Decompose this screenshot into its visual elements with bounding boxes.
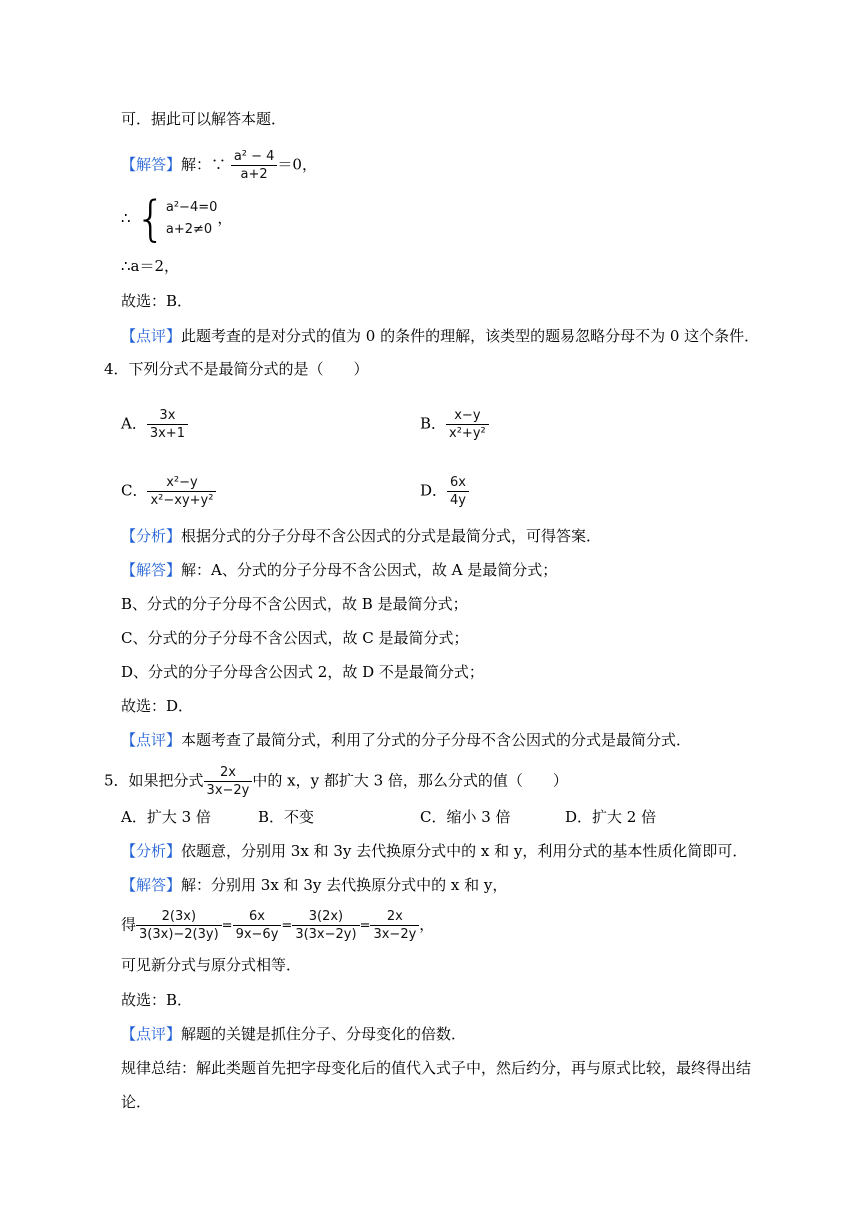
q5-comment-line: 【点评】解题的关键是抓住分子、分母变化的倍数． bbox=[121, 1025, 467, 1043]
summary-line-2: 论． bbox=[121, 1093, 152, 1111]
q3-choose-line: 故选：B． bbox=[121, 292, 193, 310]
intro-line: 可．据此可以解答本题． bbox=[121, 110, 287, 128]
q5-conclusion-line: 可见新分式与原分式相等． bbox=[121, 956, 302, 974]
q3-answer-line: ∴a＝2， bbox=[121, 257, 180, 275]
comment-tag: 【点评】 bbox=[121, 731, 182, 749]
q4-solution-b: B、分式的分子分母不含公因式，故 B 是最简分式； bbox=[121, 595, 468, 613]
analysis-tag: 【分析】 bbox=[121, 842, 182, 860]
q4-option-b: B． $\frac{x-y}{\text{x²+y²}}$ bbox=[420, 407, 489, 442]
q3-fraction: $\frac{\text{a² − 4}}{a+2}$ bbox=[231, 148, 278, 183]
q4-option-d: D． $\frac{6x}{4y}$ bbox=[420, 474, 469, 509]
q4-option-a: A． $\frac{3x}{3x+1}$ bbox=[121, 407, 188, 442]
solution-tag: 【解答】 bbox=[121, 876, 182, 894]
q3-solution-line: 【解答】解：∵ $\frac{\text{a² − 4}}{a+2}$ ＝0， bbox=[121, 149, 317, 182]
q3-equation-system: { a²−4=0 a+2≠0 bbox=[135, 191, 218, 247]
q5-solution-line: 【解答】解：分别用 3x 和 3y 去代换原分式中的 x 和 y， bbox=[121, 876, 508, 894]
q4-solution-d: D、分式的分子分母含公因式 2，故 D 不是最简分式； bbox=[121, 663, 484, 681]
q4-solution-c: C、分式的分子分母不含公因式，故 C 是最简分式； bbox=[121, 629, 469, 647]
analysis-tag: 【分析】 bbox=[121, 527, 182, 545]
comment-tag: 【点评】 bbox=[121, 1025, 182, 1043]
q5-analysis-line: 【分析】依题意，分别用 3x 和 3y 去代换原分式中的 x 和 y，利用分式的基本性质化简即可． bbox=[121, 842, 748, 860]
q4-option-c: C． $\frac{\text{x²−y}}{\text{x²−xy+y²}}$ bbox=[121, 474, 216, 509]
q3-comment-line: 【点评】此题考查的是对分式的值为 0 的条件的理解，该类型的题易忽略分母不为 0 这个条件． bbox=[121, 327, 760, 345]
comment-tag: 【点评】 bbox=[121, 327, 182, 345]
q5-option-b: B．不变 bbox=[258, 808, 315, 826]
summary-line-1: 规律总结：解此类题首先把字母变化后的值代入式子中，然后约分，再与原式比较，最终得出结 bbox=[121, 1059, 752, 1077]
q5-option-c: C．缩小 3 倍 bbox=[420, 808, 511, 826]
q4-title: 4．下列分式不是最简分式的是（ ） bbox=[104, 360, 369, 378]
q4-solution-a: 【解答】解：A、分式的分子分母不含公因式，故 A 是最简分式； bbox=[121, 561, 558, 579]
q3-system-line: ∴ { a²−4=0 a+2≠0 ， bbox=[121, 191, 233, 247]
q5-choose-line: 故选：B． bbox=[121, 991, 193, 1009]
q5-equation-chain: 得 $\frac{2(3x)}{3(3x)-2(3y)}$ = $\frac{6x}{9x-6y}$ = $\frac{3(2x)}{3(3x-2y)}$ = $\frac{2x}{3x-2y}$ ， bbox=[121, 909, 435, 942]
q5-option-d: D．扩大 2 倍 bbox=[565, 808, 657, 826]
solution-tag: 【解答】 bbox=[121, 561, 182, 579]
q5-title: 5．如果把分式 $\frac{2x}{3x-2y}$ 中的 x，y 都扩大 3 倍，那么分式的值（ ） bbox=[104, 765, 568, 798]
q4-comment-line: 【点评】本题考查了最简分式，利用了分式的分子分母不含公因式的分式是最简分式． bbox=[121, 731, 692, 749]
solution-tag: 【解答】 bbox=[121, 155, 182, 174]
q4-choose-line: 故选：D． bbox=[121, 697, 194, 715]
q5-option-a: A．扩大 3 倍 bbox=[121, 808, 211, 826]
q4-analysis-line: 【分析】根据分式的分子分母不含公因式的分式是最简分式，可得答案． bbox=[121, 527, 602, 545]
